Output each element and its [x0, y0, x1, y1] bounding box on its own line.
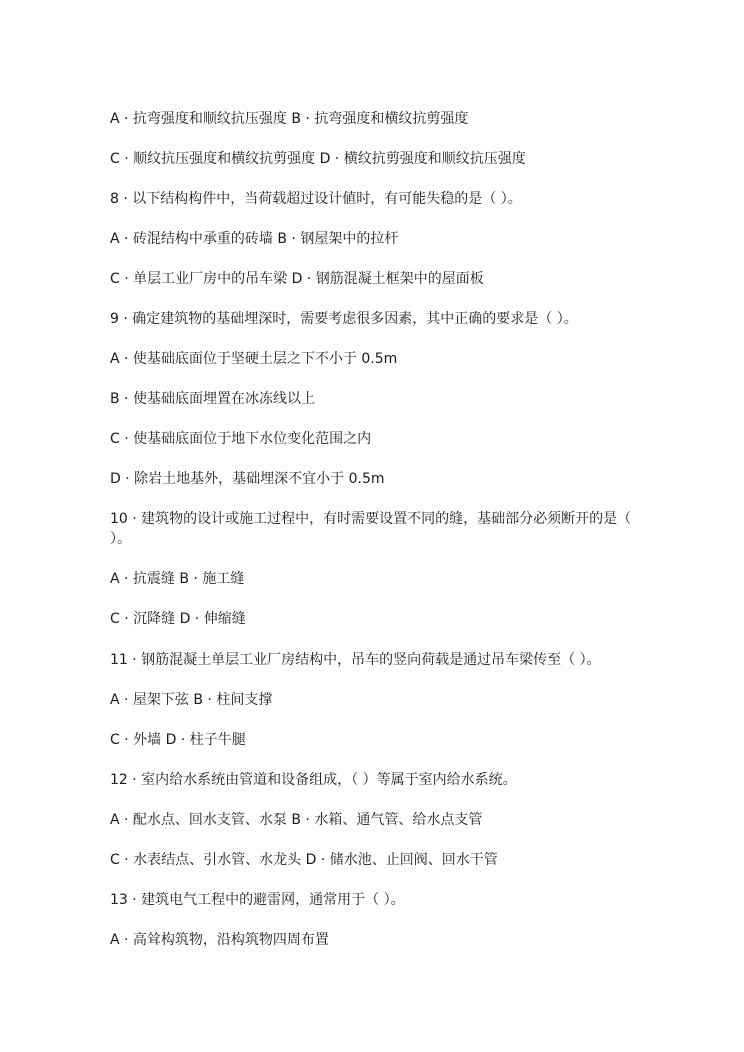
- option-13a: A · 高耸构筑物，沿构筑物四周布置: [110, 932, 329, 948]
- option-line-8ab: A · 砖混结构中承重的砖墙 B · 钢屋架中的拉杆: [110, 231, 399, 247]
- option-line-10cd: C · 沉降缝 D · 伸缩缝: [110, 611, 246, 627]
- question-10: 10 · 建筑物的设计或施工过程中，有时需要设置不同的缝，基础部分必须断开的是（ ）。: [110, 511, 632, 547]
- option-line-12cd: C · 水表结点、引水管、水龙头 D · 储水池、止回阀、回水干管: [110, 852, 498, 868]
- option-line-8cd: C · 单层工业厂房中的吊车梁 D · 钢筋混凝土框架中的屋面板: [110, 271, 484, 287]
- option-line-12ab: A · 配水点、回水支管、水泵 B · 水箱、通气管、给水点支管: [110, 812, 483, 828]
- option-9c: C · 使基础底面位于地下水位变化范围之内: [110, 431, 372, 447]
- option-9b: B · 使基础底面埋置在冰冻线以上: [110, 391, 315, 407]
- option-line-7ab: A · 抗弯强度和顺纹抗压强度 B · 抗弯强度和横纹抗剪强度: [110, 111, 469, 127]
- option-9a: A · 使基础底面位于坚硬土层之下不小于 0.5m: [110, 351, 398, 367]
- option-line-10ab: A · 抗震缝 B · 施工缝: [110, 571, 245, 587]
- option-line-11ab: A · 屋架下弦 B · 柱间支撑: [110, 692, 273, 708]
- question-12: 12 · 室内给水系统由管道和设备组成，（ ）等属于室内给水系统。: [110, 772, 517, 788]
- question-11: 11 · 钢筋混凝土单层工业厂房结构中，吊车的竖向荷载是通过吊车梁传至（ ）。: [110, 652, 601, 668]
- question-9: 9 · 确定建筑物的基础埋深时，需要考虑很多因素，其中正确的要求是（ ）。: [110, 311, 578, 327]
- option-line-7cd: C · 顺纹抗压强度和横纹抗剪强度 D · 横纹抗剪强度和顺纹抗压强度: [110, 151, 526, 167]
- option-line-11cd: C · 外墙 D · 柱子牛腿: [110, 732, 246, 748]
- question-8: 8 · 以下结构构件中，当荷载超过设计値时，有可能失稳的是（ ）。: [110, 191, 522, 207]
- option-9d: D · 除岩土地基外，基础埋深不宜小于 0.5m: [110, 471, 385, 487]
- question-13: 13 · 建筑电气工程中的避雷网，通常用于（ ）。: [110, 892, 405, 908]
